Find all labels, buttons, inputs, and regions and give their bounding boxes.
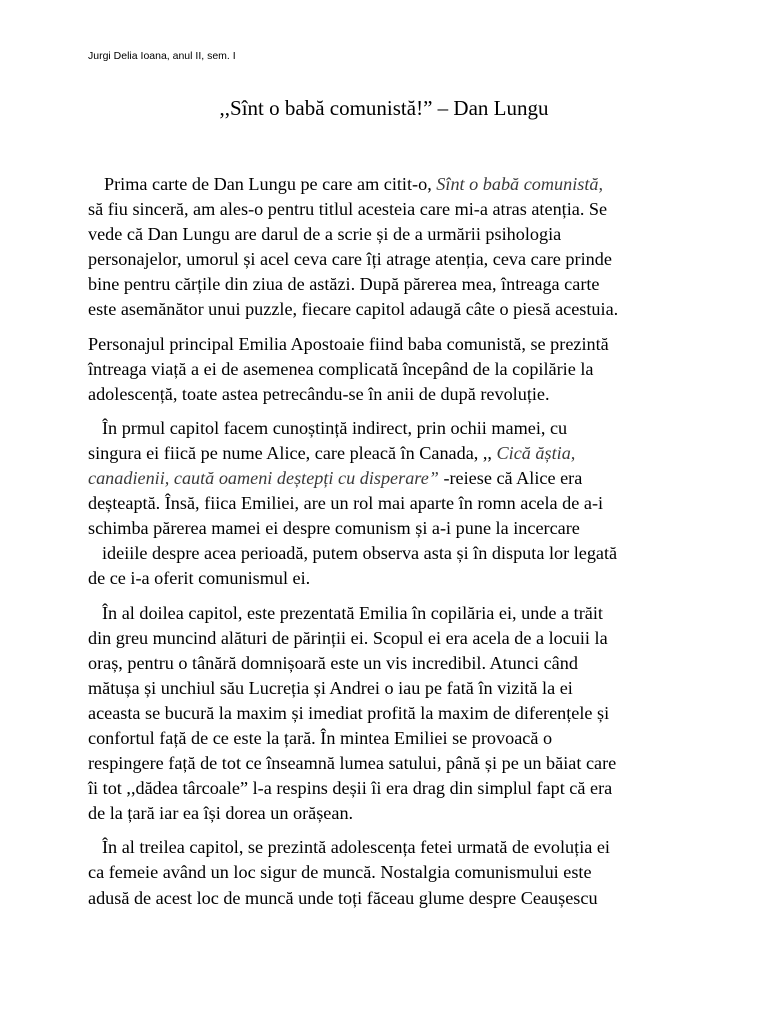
text-line: schimba părerea mamei ei despre comunism și a-i pune la incercare bbox=[88, 518, 580, 539]
paragraph-4 bbox=[88, 601, 688, 827]
text-line bbox=[88, 441, 688, 466]
author-header: Jurgi Delia Ioana, anul II, sem. I bbox=[88, 50, 236, 62]
text-line: ca femeie având un loc sigur de muncă. Nostalgia comunismului este bbox=[88, 862, 592, 883]
text-line: În al treilea capitol, se prezintă adolescența fetei urmată de evoluția ei bbox=[102, 837, 610, 858]
text-line: bine pentru cărțile din ziua de astăzi. După părerea mea, întreaga carte bbox=[88, 274, 600, 295]
text-line: de ce i-a oferit comunismul ei. bbox=[88, 568, 311, 589]
text-line: oraș, pentru o tânără domnișoară este un vis incredibil. Atunci când bbox=[88, 652, 578, 673]
text-line: respingere față de tot ce înseamnă lumea satului, până și pe un băiat care bbox=[88, 753, 617, 774]
text-line: În prmul capitol facem cunoștință indirect, prin ochii mamei, cu bbox=[102, 417, 568, 438]
paragraph-2 bbox=[88, 332, 688, 407]
text-line: din greu muncind alături de părinții ei. Scopul ei era acela de a locuii la bbox=[88, 627, 608, 648]
document-title: ,,Sînt o babă comunistă!” – Dan Lungu bbox=[219, 96, 549, 120]
text-span: Prima carte de Dan Lungu pe care am citit-o, bbox=[104, 174, 437, 194]
text-line: Personajul principal Emilia Apostoaie fiind baba comunistă, se prezintă bbox=[88, 333, 609, 354]
text-line: întreaga viață a ei de asemenea complicată începând de la copilărie la bbox=[88, 358, 594, 379]
text-line: deșteaptă. Însă, fiica Emiliei, are un rol mai aparte în romn acela de a-i bbox=[88, 493, 604, 514]
text-line: de la țară iar ea își dorea un orășean. bbox=[88, 803, 354, 824]
paragraph-5 bbox=[88, 835, 688, 910]
text-line: adolescență, toate astea petrecându-se în anii de după revoluție. bbox=[88, 383, 550, 404]
text-line: să fiu sinceră, am ales-o pentru titlul acesteia care mi-a atras atenția. Se bbox=[88, 199, 608, 220]
text-line: personajelor, umorul și acel ceva care îți atrage atenția, ceva care prinde bbox=[88, 249, 612, 270]
text-line bbox=[88, 172, 688, 197]
document-body bbox=[88, 172, 688, 911]
text-line: În al doilea capitol, este prezentată Emilia în copilăria ei, unde a trăit bbox=[102, 602, 603, 623]
text-line: mătușa și unchiul său Lucreția și Andrei o iau pe fată în vizită la ei bbox=[88, 677, 573, 698]
text-line: ideiile despre acea perioadă, putem observa asta și în disputa lor legată bbox=[102, 543, 618, 564]
text-line: adusă de acest loc de muncă unde toți făceau glume despre Ceaușescu bbox=[88, 887, 598, 908]
text-line: îi tot ,,dădea târcoale” l-a respins deșii îi era drag din simplul fapt că era bbox=[88, 778, 613, 799]
text-span: singura ei fiică pe nume Alice, care pleacă în Canada, ,, bbox=[88, 442, 497, 463]
paragraph-1 bbox=[88, 172, 688, 323]
text-line: aceasta se bucură la maxim și imediat profită la maxim de diferențele și bbox=[88, 702, 610, 723]
text-span: -reiese că Alice era bbox=[438, 468, 583, 489]
text-line: confortul față de ce este la țară. În mintea Emiliei se provoacă o bbox=[88, 727, 553, 748]
paragraph-3 bbox=[88, 416, 688, 592]
text-line: este asemănător unui puzzle, fiecare capitol adaugă câte o piesă acestuia. bbox=[88, 299, 619, 320]
quote-italic: Cică ăștia, bbox=[496, 442, 576, 463]
text-line bbox=[88, 466, 688, 491]
quote-italic: canadienii, caută oameni deștepți cu disperare” bbox=[88, 468, 439, 489]
text-line: vede că Dan Lungu are darul de a scrie și de a urmării psihologia bbox=[88, 224, 562, 245]
book-title-italic: Sînt o babă comunistă, bbox=[436, 174, 604, 194]
